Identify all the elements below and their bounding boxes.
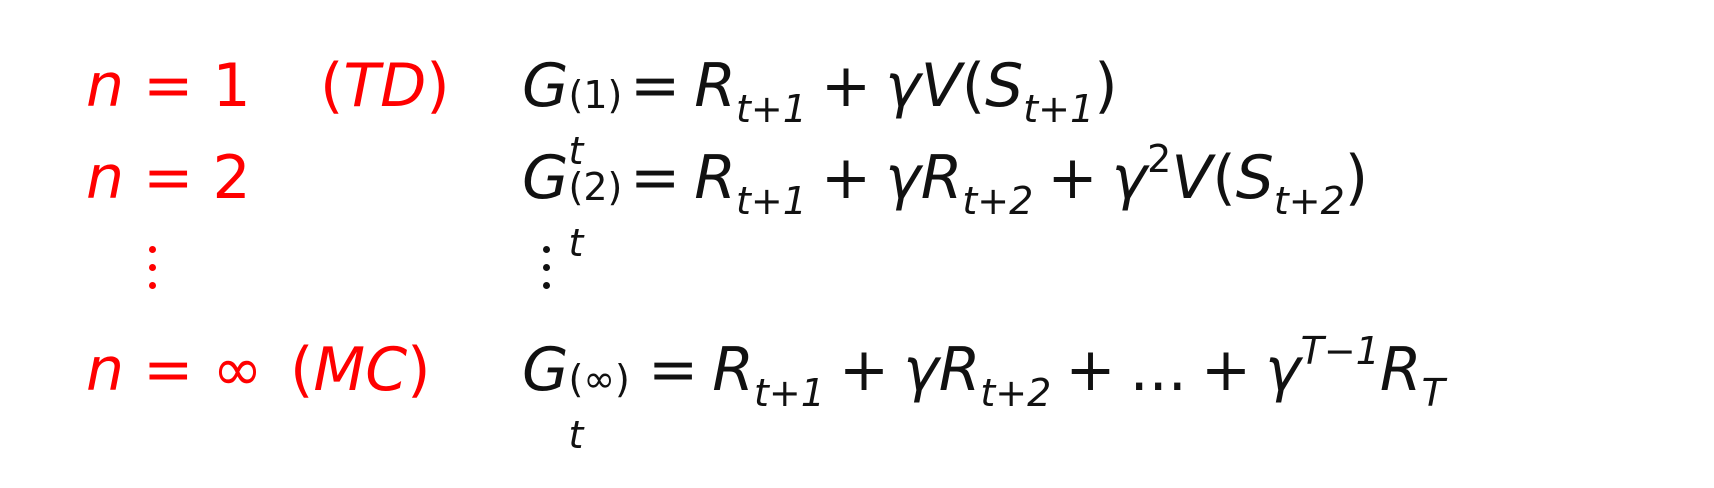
term-2: t+1 bbox=[753, 371, 825, 415]
term-5: R bbox=[920, 143, 963, 213]
return-lhs: G (2) t bbox=[522, 143, 623, 265]
term-4: γ bbox=[903, 335, 939, 405]
term-8: t+1 bbox=[1023, 87, 1095, 131]
term-1: R bbox=[694, 51, 736, 121]
term-10: γ bbox=[1265, 335, 1301, 405]
term-9: ) bbox=[1094, 51, 1118, 121]
term-6: ( bbox=[961, 51, 986, 121]
n-value-label: n = ∞ bbox=[86, 335, 263, 405]
term-14: ) bbox=[1344, 143, 1369, 213]
term-11: T−1 bbox=[1300, 329, 1380, 373]
term-7: S bbox=[985, 51, 1024, 121]
term-8: γ bbox=[1111, 143, 1148, 213]
term-5: V bbox=[920, 51, 962, 121]
term-9: + bbox=[1200, 335, 1252, 405]
method-label: (MC) bbox=[290, 335, 431, 405]
return-rhs bbox=[634, 329, 1445, 415]
return-rhs bbox=[616, 51, 1118, 131]
term-1: R bbox=[694, 143, 736, 213]
term-9: 2 bbox=[1147, 137, 1172, 181]
term-4: γ bbox=[885, 143, 921, 213]
n-value-label: n = 1 bbox=[86, 51, 251, 121]
vertical-ellipsis-right bbox=[540, 246, 552, 289]
term-3: + bbox=[820, 51, 872, 121]
term-5: R bbox=[938, 335, 981, 405]
method-label: (TD) bbox=[320, 51, 450, 121]
term-7: + bbox=[1065, 335, 1116, 405]
term-0: = bbox=[630, 51, 681, 121]
term-8: ... bbox=[1129, 335, 1187, 405]
term-12: R bbox=[1379, 335, 1422, 405]
term-0: = bbox=[630, 143, 681, 213]
return-lhs: G (∞) t bbox=[522, 335, 630, 457]
n-value-label: n = 2 bbox=[86, 143, 251, 213]
term-3: + bbox=[838, 335, 890, 405]
term-6: t+2 bbox=[980, 371, 1052, 415]
term-10: V bbox=[1171, 143, 1213, 213]
term-6: t+2 bbox=[962, 179, 1034, 223]
equation-row-infinity bbox=[0, 329, 1714, 457]
equation-row-2 bbox=[0, 137, 1714, 265]
term-11: ( bbox=[1212, 143, 1236, 213]
return-rhs bbox=[616, 137, 1369, 223]
term-2: t+1 bbox=[735, 87, 807, 131]
term-1: R bbox=[712, 335, 754, 405]
term-12: S bbox=[1235, 143, 1274, 213]
term-0: = bbox=[648, 335, 699, 405]
term-13: T bbox=[1421, 371, 1445, 415]
vertical-ellipsis-left bbox=[146, 246, 158, 289]
term-13: t+2 bbox=[1273, 179, 1345, 223]
term-4: γ bbox=[885, 51, 921, 121]
term-3: + bbox=[820, 143, 872, 213]
term-7: + bbox=[1047, 143, 1098, 213]
term-2: t+1 bbox=[735, 179, 807, 223]
return-lhs: G (1) t bbox=[522, 51, 623, 173]
